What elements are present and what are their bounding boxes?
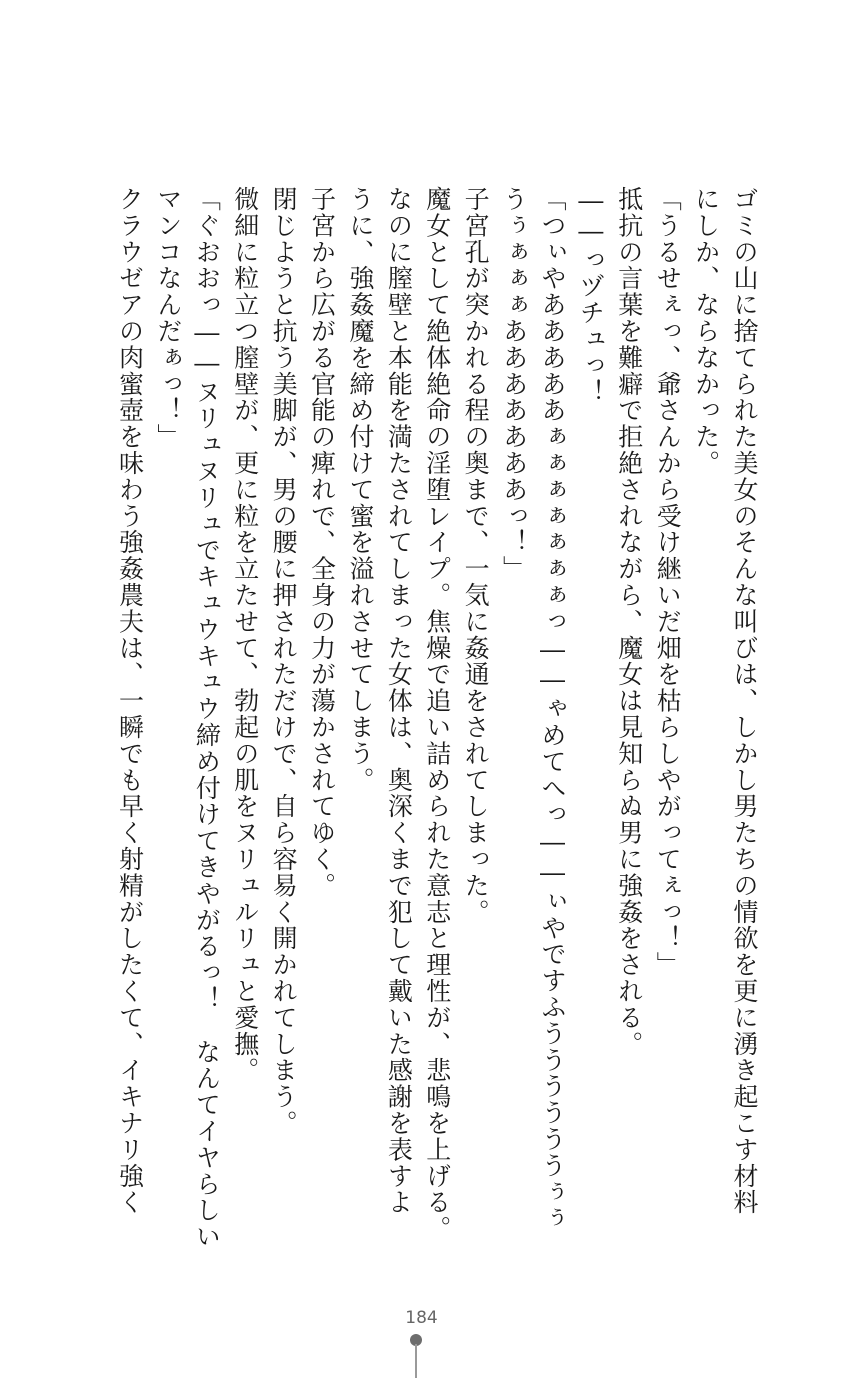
page-marker-line	[415, 1344, 417, 1378]
text-line: うぅぁぁぁあああああああっ！」	[499, 186, 529, 582]
text-line: 「つぃやあああああぁぁぁぁぁぁぁっ――ゃめてへっ――ぃやですふううううううぅぅ	[537, 186, 567, 1232]
text-line: 微細に粒立つ膣壁が、更に粒を立たせて、勃起の肌をヌリュルリュと愛撫。	[230, 186, 260, 1084]
text-line: 閉じようと抗う美脚が、男の腰に押されただけで、自ら容易く開かれてしまう。	[269, 186, 299, 1137]
text-line: 魔女として絶体絶命の淫堕レイプ。焦燥で追い詰められた意志と理性が、悲鳴を上げる。	[422, 186, 452, 1242]
page-number: 184	[405, 1308, 438, 1328]
text-line: なのに膣壁と本能を満たされてしまった女体は、奥深くまで犯して戴いた感謝を表すよ	[384, 186, 414, 1216]
vertical-text-body	[110, 186, 763, 1250]
text-line: マンコなんだぁっ！」	[153, 186, 183, 450]
text-line: 子宮から広がる官能の痺れで、全身の力が蕩かされてゆく。	[307, 186, 337, 899]
text-line: 「うるせぇっ、爺さんから受け継いだ畑を枯らしやがってぇっ！」	[653, 186, 683, 978]
text-line: 「ぐおおっ――ヌリュヌリュでキュウキュウ締め付けてきやがるっ！ なんてイヤらしい	[192, 186, 222, 1250]
text-line: ゴミの山に捨てられた美女のそんな叫びは、しかし男たちの情欲を更に湧き起こす材料	[730, 186, 759, 1216]
text-line: にしか、ならなかった。	[691, 186, 721, 477]
text-line: ――っヅチュっ！	[576, 186, 606, 406]
text-line: 抵抗の言葉を難癖で拒絶されながら、魔女は見知らぬ男に強姦をされる。	[614, 186, 644, 1058]
text-line: クラウゼアの肉蜜壺を味わう強姦農夫は、一瞬でも早く射精がしたくて、イキナリ強く	[115, 186, 145, 1216]
text-line: 子宮孔が突かれる程の奥まで、一気に姦通をされてしまった。	[461, 186, 491, 926]
text-line: うに、強姦魔を締め付けて蜜を溢れさせてしまう。	[345, 186, 375, 794]
